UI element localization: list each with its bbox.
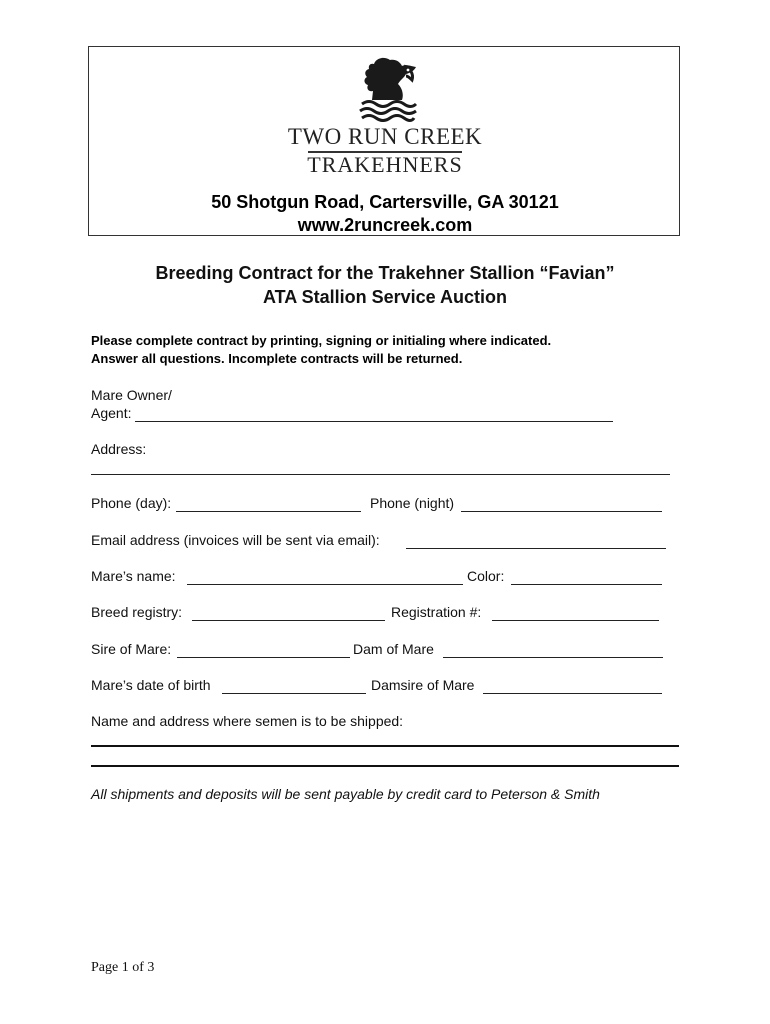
- brand-name: TWO RUN CREEK: [287, 124, 483, 149]
- breed-registry-label: Breed registry:: [91, 604, 183, 620]
- payment-note: All shipments and deposits will be sent payable by credit card to Peterson & Smith: [91, 786, 600, 802]
- instructions-line-2: Answer all questions. Incomplete contracts will be returned.: [91, 351, 463, 366]
- instructions-line-1: Please complete contract by printing, signing or initialing where indicated.: [91, 333, 552, 348]
- phone-night-label: Phone (night): [370, 495, 455, 511]
- shipping-field-line-2[interactable]: [91, 765, 679, 767]
- email-field[interactable]: [406, 548, 666, 549]
- dam-label: Dam of Mare: [353, 641, 434, 657]
- horse-logo-icon: [344, 54, 428, 122]
- shipping-field-line-1[interactable]: [91, 745, 679, 747]
- registration-field[interactable]: [492, 620, 659, 621]
- page-number: Page 1 of 3: [91, 960, 155, 975]
- contract-subtitle: ATA Stallion Service Auction: [262, 287, 508, 307]
- damsire-field[interactable]: [483, 693, 662, 694]
- damsire-label: Damsire of Mare: [371, 677, 475, 693]
- street-address: 50 Shotgun Road, Cartersville, GA 30121: [211, 192, 559, 212]
- sire-label: Sire of Mare:: [91, 641, 172, 657]
- address-field[interactable]: [91, 474, 670, 475]
- phone-day-field[interactable]: [176, 511, 361, 512]
- phone-day-label: Phone (day):: [91, 495, 172, 511]
- address-label: Address:: [91, 441, 147, 457]
- sire-field[interactable]: [177, 657, 350, 658]
- registration-label: Registration #:: [391, 604, 482, 620]
- color-label: Color:: [467, 568, 505, 584]
- dam-field[interactable]: [443, 657, 663, 658]
- mare-name-field[interactable]: [187, 584, 463, 585]
- brand-subname: TRAKEHNERS: [307, 152, 463, 177]
- mare-dob-label: Mare’s date of birth: [91, 677, 211, 693]
- website-url: www.2runcreek.com: [297, 215, 473, 235]
- shipping-label: Name and address where semen is to be shipped:: [91, 713, 404, 729]
- mare-owner-label: Mare Owner/: [91, 387, 172, 403]
- breed-registry-field[interactable]: [192, 620, 385, 621]
- color-field[interactable]: [511, 584, 662, 585]
- email-label: Email address (invoices will be sent via email):: [91, 532, 380, 548]
- phone-night-field[interactable]: [461, 511, 662, 512]
- mare-dob-field[interactable]: [222, 693, 366, 694]
- agent-label: Agent:: [91, 405, 132, 421]
- agent-field[interactable]: [135, 421, 613, 422]
- contract-title: Breeding Contract for the Trakehner Stallion “Favian”: [155, 263, 615, 283]
- mare-name-label: Mare’s name:: [91, 568, 176, 584]
